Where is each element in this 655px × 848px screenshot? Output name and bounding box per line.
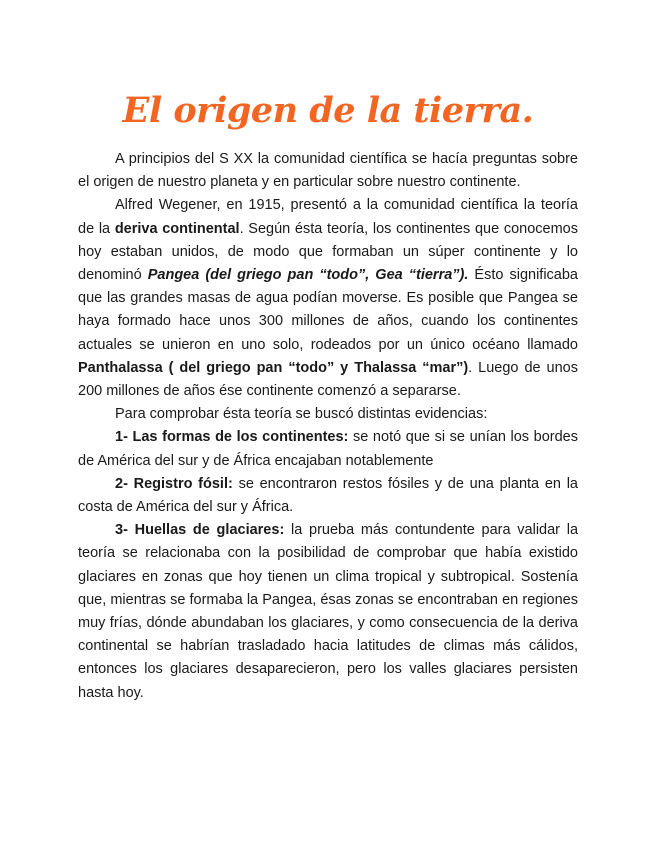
term-pangea: Pangea (del griego pan “todo”, Gea “tierra”). (147, 267, 469, 284)
wegener-text-2: . Según ésta teoría, los continentes que conocemos hoy estaban unidos, de modo que formaban un súper continente y lo denominó (78, 220, 578, 284)
paragraph-intro-text: A principios del S XX la comunidad científica se hacía preguntas sobre el origen de nuestro planeta y en particular sobre nuestro continente. (78, 151, 578, 191)
evidence-3-heading: 3- Huellas de glaciares: (115, 522, 285, 539)
evidence-1-text: se notó que si se unían los bordes de América del sur y de África encajaban notablemente (78, 429, 578, 469)
wegener-text-4: . Luego de unos 200 millones de años ése continente comenzó a separarse. (78, 359, 578, 400)
paragraph-evidencias (78, 403, 578, 426)
term-panthalassa: Panthalassa ( del griego pan “todo” y Thalassa “mar”) (78, 359, 469, 376)
paragraph-evidence-2 (78, 473, 578, 519)
evidence-2-heading: 2- Registro fósil: (115, 475, 233, 492)
evidence-1-heading: 1- Las formas de los continentes: (115, 429, 349, 446)
paragraph-wegener (78, 194, 578, 403)
wegener-text-1: Alfred Wegener, en 1915, presentó a la comunidad científica la teoría de la (78, 197, 578, 237)
evidencias-text: Para comprobar ésta teoría se buscó distintas evidencias: (115, 406, 488, 423)
page-title: El origen de la tierra. (122, 90, 534, 131)
document-page (78, 88, 578, 705)
evidence-3-text: la prueba más contundente para validar la teoría se relacionaba con la posibilidad de comprobar que había existido glaciares en zonas que hoy tienen un clima tropical y subtropical. Sostenía que, mientras se formaba la Pangea, ésas zonas se encontraban en regiones muy frías, dónde abundaban los glaciares, y como consecuencia de la deriva continental se habrían trasladado hacia latitudes de climas más cálidos, entonces los glaciares desaparecieron, pero los valles glaciares persisten hasta hoy. (78, 522, 579, 701)
paragraph-evidence-3 (78, 519, 578, 705)
wegener-text-3: Ésto significaba que las grandes masas de agua podían moverse. Es posible que Pangea se haya formado hace unos 300 millones de años, cuando los continentes actuales se unieron en uno solo, rodeados por un único océano llamado (78, 267, 579, 353)
paragraph-evidence-1 (78, 426, 578, 472)
evidence-2-text: se encontraron restos fósiles y de una planta en la costa de América del sur y África. (78, 475, 578, 516)
term-deriva-continental: deriva continental (114, 220, 240, 237)
paragraph-intro (78, 148, 578, 194)
